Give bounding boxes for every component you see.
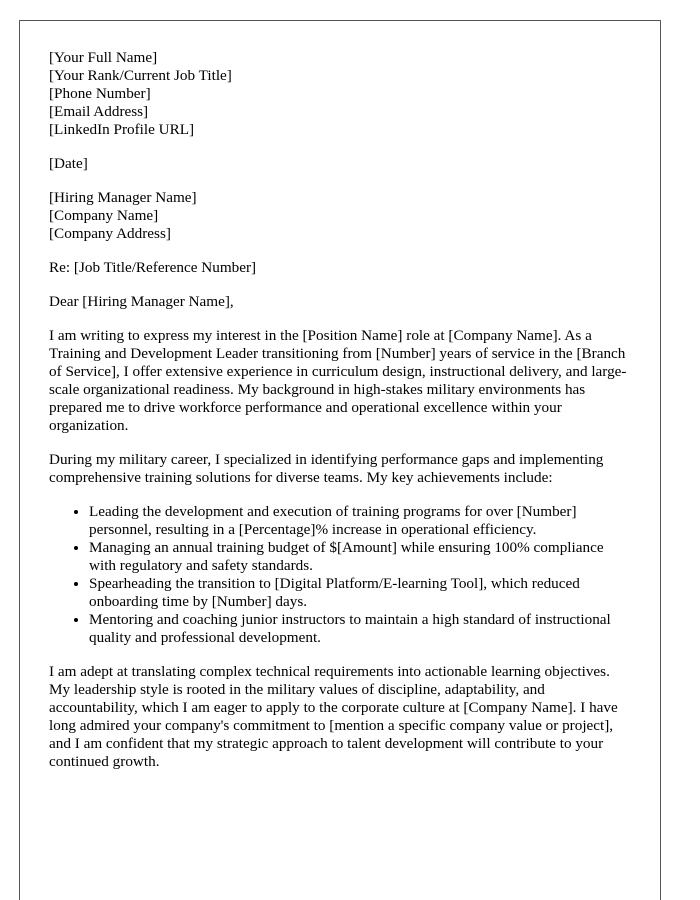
list-item: • Mentoring and coaching junior instructors to maintain a high standard of instructional quality and professional development. [89,611,633,647]
date-block [49,155,633,173]
sender-phone: [Phone Number] [49,85,151,102]
letter-date: [Date] [49,155,88,172]
recipient-block [49,189,633,243]
sender-email: [Email Address] [49,103,149,120]
sender-rank: [Your Rank/Current Job Title] [49,67,232,84]
recipient-address: [Company Address] [49,225,171,242]
paragraph-closing: I am adept at translating complex technical requirements into actionable learning objectives. My leadership style is rooted in the military values of discipline, adaptability, and accountability, which I am eager to apply to the corporate culture at [Company Name]. I have long admired your company's commitment to [mention a specific company value or project], and I am confident that my strategic approach to talent development will contribute to your continued growth. [49,663,618,770]
paragraph-career: During my military career, I specialized in identifying performance gaps and implementing comprehensive training solutions for diverse teams. My key achievements include: [49,451,604,486]
achievements-list [49,503,633,647]
sender-name: [Your Full Name] [49,49,158,66]
letter-content [49,49,633,787]
salutation: Dear [Hiring Manager Name], [49,293,234,310]
recipient-manager: [Hiring Manager Name] [49,189,197,206]
paragraph-intro: I am writing to express my interest in the [Position Name] role at [Company Name]. As a Training and Development Leader transitioning from [Number] years of service in the [Branch of Service], I offer extensive experience in curriculum design, instructional delivery, and large-scale organizational readiness. My background in high-stakes military environments has prepared me to drive workforce performance and operational excellence within your organization. [49,327,627,434]
recipient-company: [Company Name] [49,207,159,224]
sender-linkedin: [LinkedIn Profile URL] [49,121,195,138]
list-item: • Leading the development and execution of training programs for over [Number] personnel, resulting in a [Percentage]% increase in operational efficiency. [89,503,633,539]
reference-line: Re: [Job Title/Reference Number] [49,259,257,276]
sender-block [49,49,633,139]
list-item: • Spearheading the transition to [Digital Platform/E-learning Tool], which reduced onboarding time by [Number] days. [89,575,633,611]
list-item: • Managing an annual training budget of $[Amount] while ensuring 100% compliance with regulatory and safety standards. [89,539,633,575]
letter-page [19,20,661,900]
